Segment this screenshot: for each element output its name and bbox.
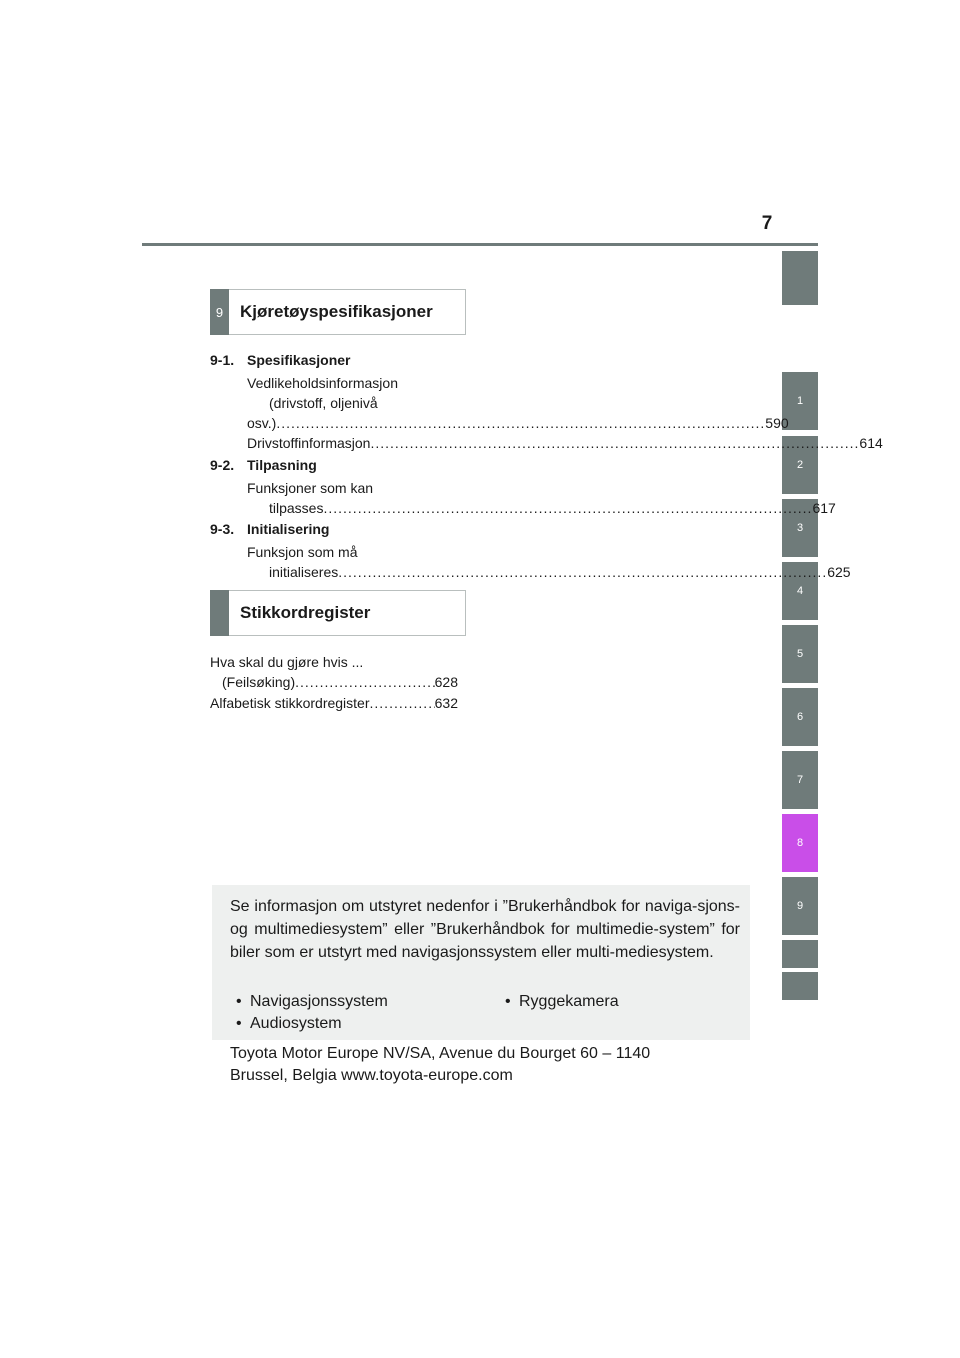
chapter-tabs [782, 0, 818, 1358]
bullet-mark: • [505, 993, 511, 1010]
toc-entry-line: Hva skal du gjøre hvis ... [210, 654, 364, 670]
footer-line-2: Brussel, Belgia www.toyota-europe.com [230, 1067, 513, 1084]
toc-entry-initialize-functions[interactable] [247, 542, 851, 582]
chapter-tab-7[interactable]: 7 [782, 751, 818, 809]
toc-entry-leader [247, 433, 883, 453]
toc-entry-text: osv.) [247, 415, 277, 431]
chapter-tab-blank-top[interactable] [782, 251, 818, 305]
footer-line-1: Toyota Motor Europe NV/SA, Avenue du Bourget 60 – 1140 [230, 1045, 651, 1062]
dot-leader [295, 672, 435, 692]
toc-entry-line: Funksjoner som kan [247, 480, 374, 496]
dot-leader [370, 693, 435, 713]
toc-entry-text: tilpasses [269, 500, 324, 516]
chapter-tab-9[interactable]: 9 [782, 877, 818, 935]
toc-entry-line: Funksjon som må [247, 544, 358, 560]
bullet-navigation [236, 991, 388, 1013]
footer-address [230, 1043, 750, 1087]
toc-heading-code: 9-1. [210, 352, 235, 368]
chapter-tab-4[interactable]: 4 [782, 562, 818, 620]
chapter-tab-blank-a[interactable] [782, 940, 818, 968]
section-title: Kjøretøyspesifikasjoner [240, 302, 433, 321]
dot-leader [276, 415, 765, 431]
toc-entry-line: (drivstoff, oljenivå [269, 395, 378, 411]
toc-entry-text: initialiseres [269, 564, 339, 580]
toc-heading-title: Spesifikasjoner [247, 352, 351, 368]
toc-heading-9-2[interactable] [210, 457, 317, 473]
toc-entry-line: Vedlikeholdsinformasjon [247, 375, 398, 391]
toc-heading-9-1[interactable] [210, 352, 351, 368]
info-box [212, 885, 750, 1040]
chapter-tab-1[interactable]: 1 [782, 372, 818, 430]
bullet-audio [236, 1013, 342, 1035]
toc-entry-leader [210, 693, 458, 713]
toc-page-number: 632 [434, 695, 458, 711]
section-header-index [210, 590, 466, 636]
toc-entry-leader [210, 672, 458, 692]
info-text: Se informasjon om utstyret nedenfor i ”Brukerhåndbok for naviga-sjons- og multimediesystem” eller ”Brukerhåndbok for multimedie-system” for biler som er utstyrt med navigasjonssystem eller multi-mediesystem. [230, 898, 740, 961]
toc-heading-9-3[interactable] [210, 521, 329, 537]
toc-entry-leader [247, 413, 789, 433]
section-number: 9 [210, 289, 229, 335]
chapter-tab-blank-b[interactable] [782, 972, 818, 1000]
toc-heading-code: 9-3. [210, 521, 235, 537]
toc-entry-alphabetical-index[interactable] [210, 693, 458, 713]
bullet-text: Audiosystem [250, 1015, 342, 1032]
toc-entry-text: (Feilsøking) [222, 674, 296, 690]
toc-heading-title: Initialisering [247, 521, 330, 537]
chapter-tab-6[interactable]: 6 [782, 688, 818, 746]
page-number: 7 [761, 213, 773, 234]
toc-page-number: 628 [434, 674, 458, 690]
dot-leader [370, 435, 859, 451]
chapter-tab-3[interactable]: 3 [782, 499, 818, 557]
section-number [210, 590, 229, 636]
toc-page-number: 617 [812, 500, 836, 516]
toc-heading-code: 9-2. [210, 457, 235, 473]
bullet-rear-camera [505, 991, 619, 1013]
toc-page-number: 590 [765, 415, 789, 431]
bullet-mark: • [236, 993, 242, 1010]
chapter-tab-2[interactable]: 2 [782, 436, 818, 494]
section-header-specifications [210, 289, 466, 335]
bullet-text: Ryggekamera [519, 993, 619, 1010]
toc-entry-text: Drivstoffinformasjon [247, 435, 371, 451]
toc-entry-fuel-info[interactable] [247, 433, 883, 453]
toc-page-number: 614 [859, 435, 883, 451]
dot-leader [323, 500, 812, 516]
toc-heading-title: Tilpasning [247, 457, 317, 473]
dot-leader [338, 564, 827, 580]
toc-entry-maintenance-info[interactable] [247, 373, 789, 433]
bullet-mark: • [236, 1015, 242, 1032]
toc-entry-leader [247, 562, 851, 582]
toc-entry-customizable-features[interactable] [247, 478, 836, 518]
toc-entry-troubleshooting[interactable] [210, 652, 458, 692]
chapter-tab-5[interactable]: 5 [782, 625, 818, 683]
toc-page-number: 625 [827, 564, 851, 580]
chapter-tab-8[interactable]: 8 [782, 814, 818, 872]
bullet-text: Navigasjonssystem [250, 993, 388, 1010]
top-rule [142, 243, 818, 246]
section-title: Stikkordregister [240, 603, 371, 622]
toc-entry-leader [247, 498, 836, 518]
toc-entry-text: Alfabetisk stikkordregister [210, 695, 370, 711]
